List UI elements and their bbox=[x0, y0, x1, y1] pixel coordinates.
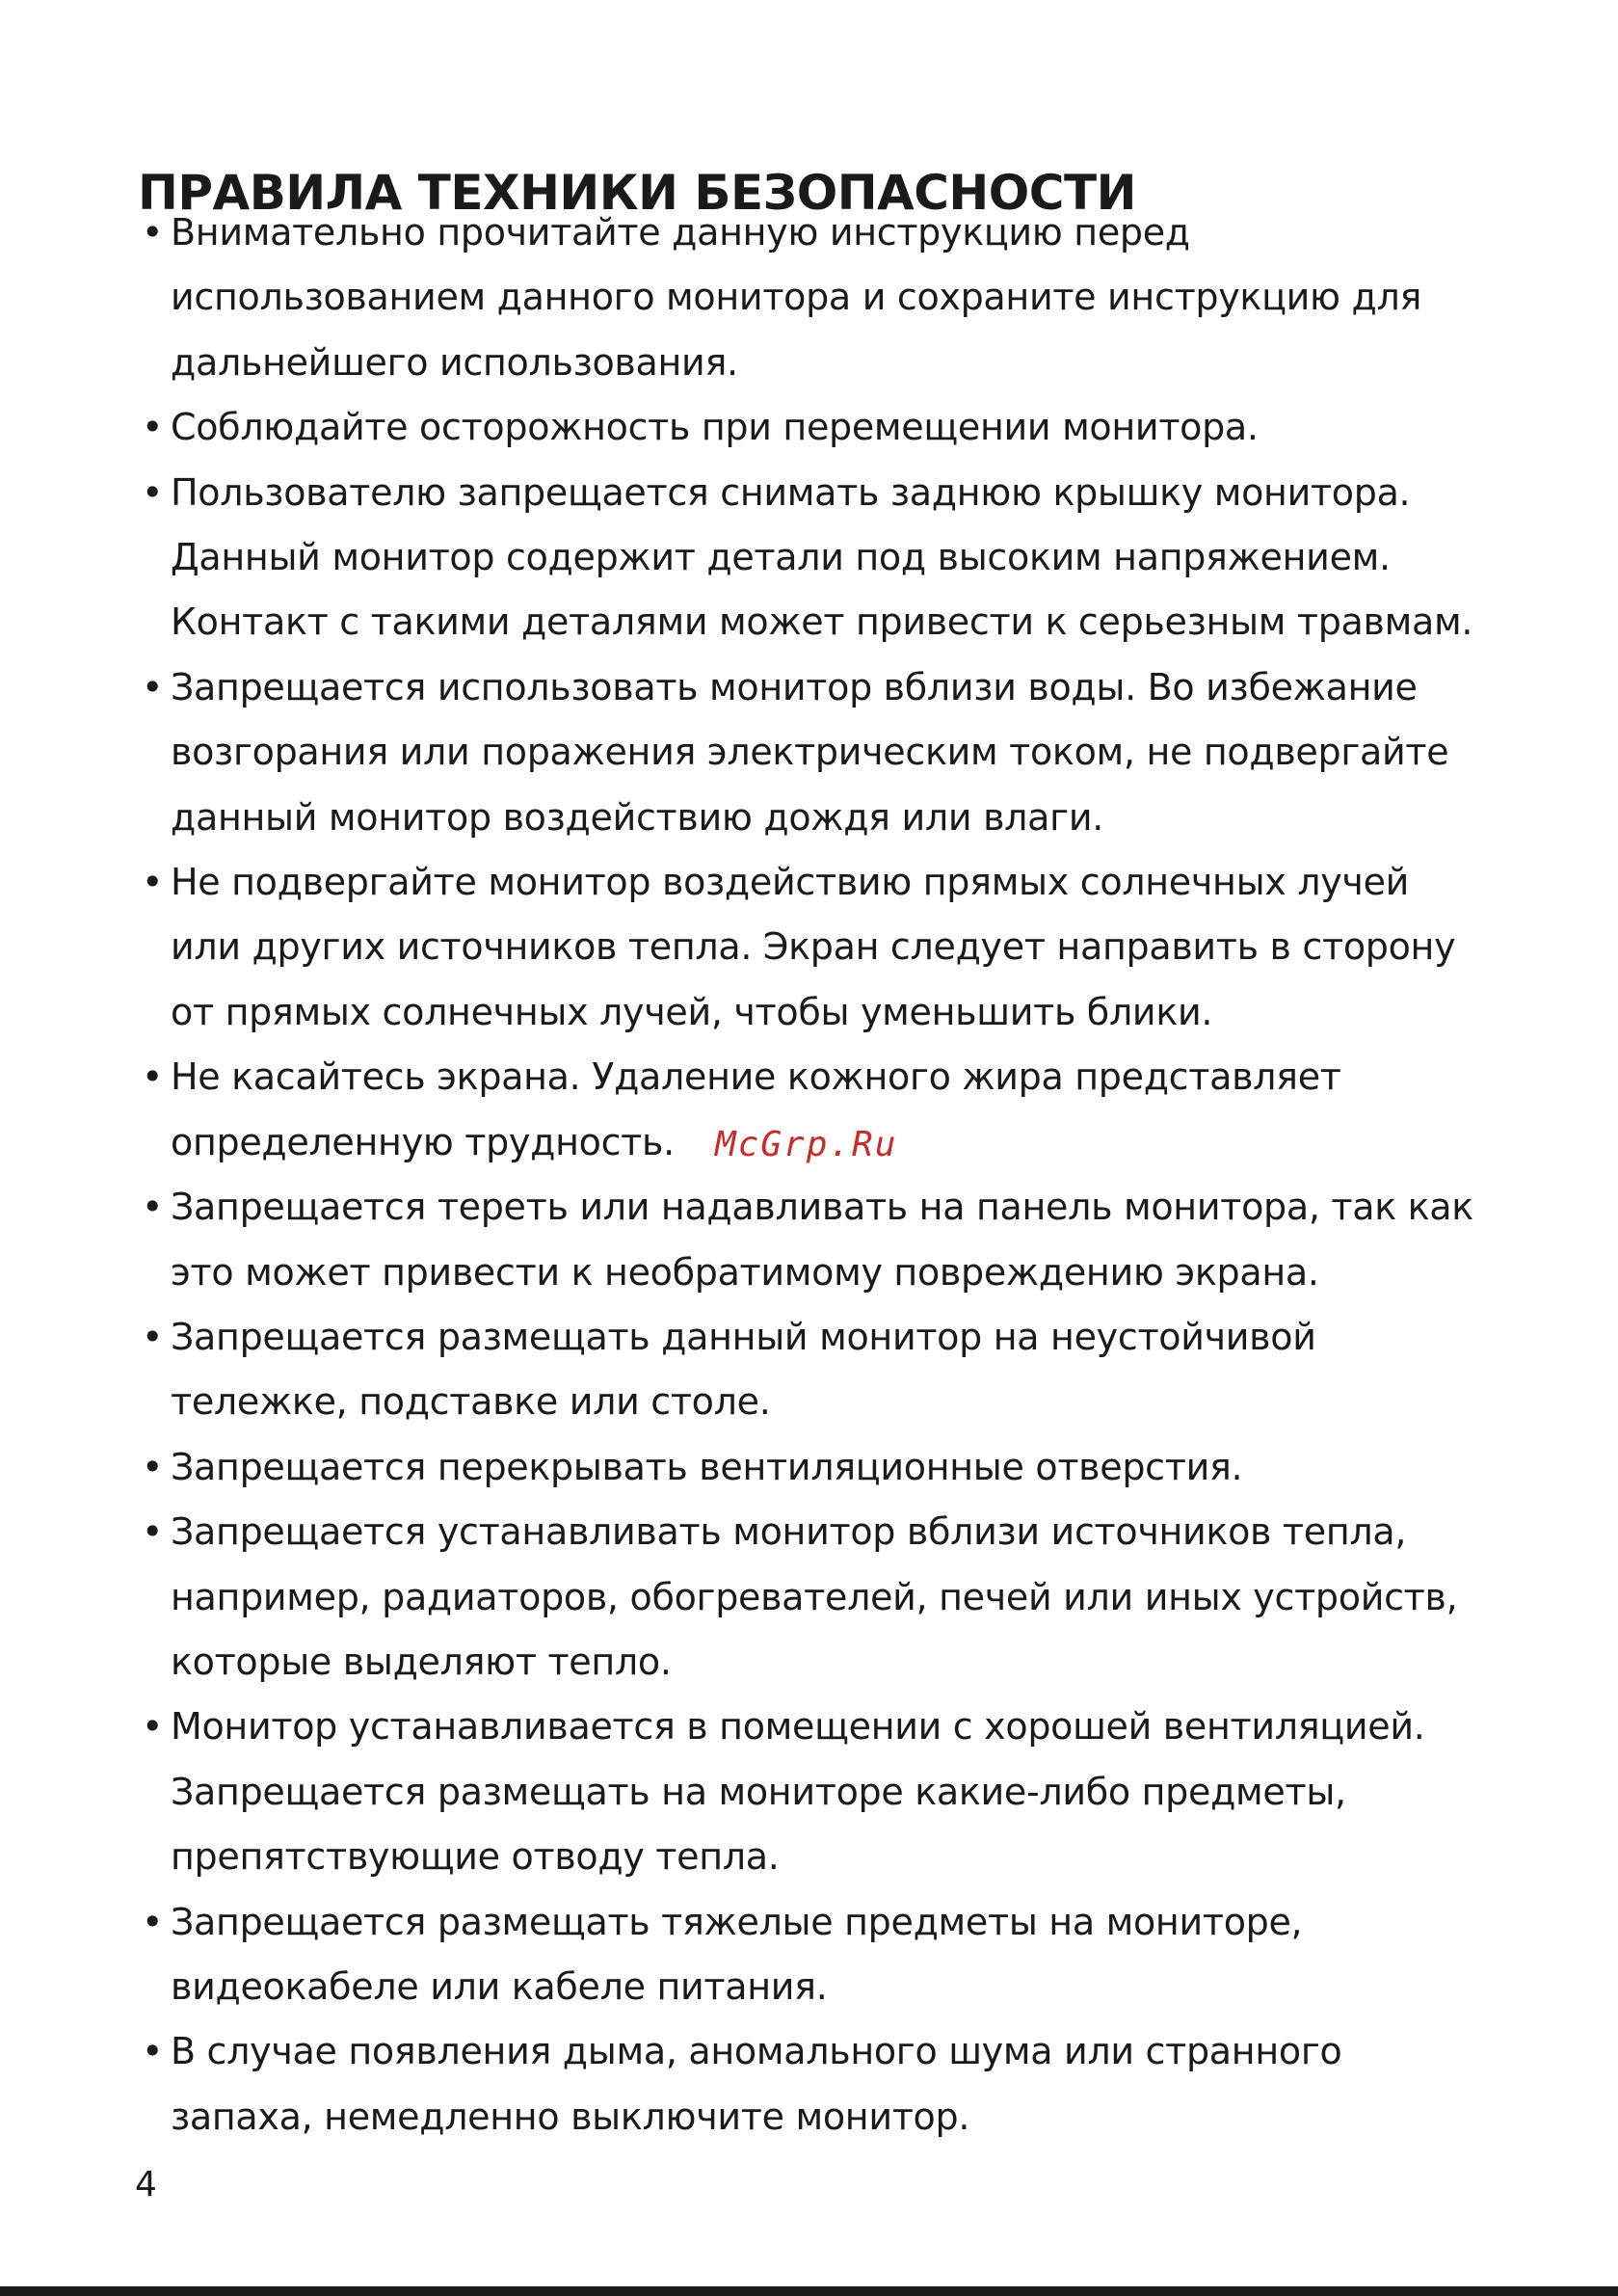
safety-rule-item bbox=[138, 2019, 1516, 2149]
rule-text-line: данный монитор воздействию дождя или влаги. bbox=[171, 795, 1103, 839]
rule-text-line: Монитор устанавливается в помещении с хорошей вентиляцией. bbox=[171, 1705, 1425, 1749]
rule-text-line: или других источников тепла. Экран следует направить в сторону bbox=[171, 925, 1456, 969]
rule-text-line: Запрещается использовать монитор вблизи воды. Во избежание bbox=[171, 665, 1418, 708]
rule-text-line: Пользователю запрещается снимать заднюю крышку монитора. bbox=[171, 470, 1411, 514]
bullet-icon: • bbox=[142, 1055, 164, 1099]
rule-text-line: использованием данного монитора и сохраните инструкцию для bbox=[171, 276, 1422, 319]
bullet-icon: • bbox=[142, 2030, 164, 2073]
rule-text-line: от прямых солнечных лучей, чтобы уменьшить блики. bbox=[171, 990, 1213, 1033]
rule-text-line: запаха, немедленно выключите монитор. bbox=[171, 2095, 970, 2138]
rule-text-line: Запрещается размещать на мониторе какие-либо предметы, bbox=[171, 1770, 1346, 1813]
rule-text-line: препятствующие отводу тепла. bbox=[171, 1835, 780, 1879]
bullet-icon: • bbox=[142, 665, 164, 708]
bullet-icon: • bbox=[142, 1445, 164, 1488]
bullet-icon: • bbox=[142, 1510, 164, 1554]
safety-rule-item bbox=[138, 395, 1516, 460]
safety-rule-item bbox=[138, 1500, 1516, 1695]
rule-text-line: например, радиаторов, обогревателей, печей или иных устройств, bbox=[171, 1575, 1458, 1618]
rule-text-line: Запрещается тереть или надавливать на панель монитора, так как bbox=[171, 1186, 1473, 1229]
rule-text-line: Данный монитор содержит детали под высоким напряжением. bbox=[171, 536, 1391, 579]
bullet-icon: • bbox=[142, 861, 164, 904]
bullet-icon: • bbox=[142, 406, 164, 449]
safety-rule-item bbox=[138, 1305, 1516, 1435]
rule-text-line: возгорания или поражения электрическим током, не подвергайте bbox=[171, 731, 1449, 774]
bullet-icon: • bbox=[142, 1900, 164, 1943]
page-title: ПРАВИЛА ТЕХНИКИ БЕЗОПАСНОСТИ bbox=[138, 164, 1136, 221]
page-number: 4 bbox=[135, 2165, 157, 2204]
rule-text-line: Соблюдайте осторожность при перемещении монитора. bbox=[171, 406, 1259, 449]
safety-rule-item bbox=[138, 1175, 1516, 1305]
rule-text-line: Внимательно прочитайте данную инструкцию перед bbox=[171, 211, 1190, 254]
safety-rules-list bbox=[138, 200, 1516, 2149]
rule-text-line: Запрещается размещать данный монитор на неустойчивой bbox=[171, 1315, 1316, 1358]
rule-text-line: Контакт с такими деталями может привести к серьезным травмам. bbox=[171, 601, 1473, 644]
bottom-border bbox=[0, 2286, 1618, 2296]
safety-rule-item bbox=[138, 1435, 1516, 1500]
rule-text-line: которые выделяют тепло. bbox=[171, 1640, 672, 1683]
rule-text-line: В случае появления дыма, аномального шума или странного bbox=[171, 2030, 1342, 2073]
safety-rule-item bbox=[138, 1890, 1516, 2020]
bullet-icon: • bbox=[142, 1315, 164, 1358]
safety-rule-item bbox=[138, 655, 1516, 850]
rule-text-line: определенную трудность. bbox=[171, 1120, 675, 1163]
rule-text-line: это может привести к необратимому повреждению экрана. bbox=[171, 1250, 1319, 1294]
safety-rule-item bbox=[138, 850, 1516, 1045]
watermark-text: McGrp.Ru bbox=[715, 1125, 898, 1164]
rule-text-line: тележке, подставке или столе. bbox=[171, 1380, 771, 1424]
bullet-icon: • bbox=[142, 1705, 164, 1749]
rule-text-line: Не подвергайте монитор воздействию прямых солнечных лучей bbox=[171, 861, 1410, 904]
safety-rule-item bbox=[138, 200, 1516, 395]
rule-text-line: дальнейшего использования. bbox=[171, 340, 738, 384]
rule-text-line: Не касайтесь экрана. Удаление кожного жира представляет bbox=[171, 1055, 1341, 1099]
bullet-icon: • bbox=[142, 1186, 164, 1229]
safety-rule-item bbox=[138, 1695, 1516, 1889]
rule-text-line: Запрещается размещать тяжелые предметы на мониторе, bbox=[171, 1900, 1303, 1943]
bullet-icon: • bbox=[142, 470, 164, 514]
rule-text-line: Запрещается устанавливать монитор вблизи источников тепла, bbox=[171, 1510, 1407, 1554]
safety-rule-item bbox=[138, 461, 1516, 655]
rule-text-line: видеокабеле или кабеле питания. bbox=[171, 1964, 828, 2008]
rule-text-line: Запрещается перекрывать вентиляционные отверстия. bbox=[171, 1445, 1243, 1488]
bullet-icon: • bbox=[142, 211, 164, 254]
